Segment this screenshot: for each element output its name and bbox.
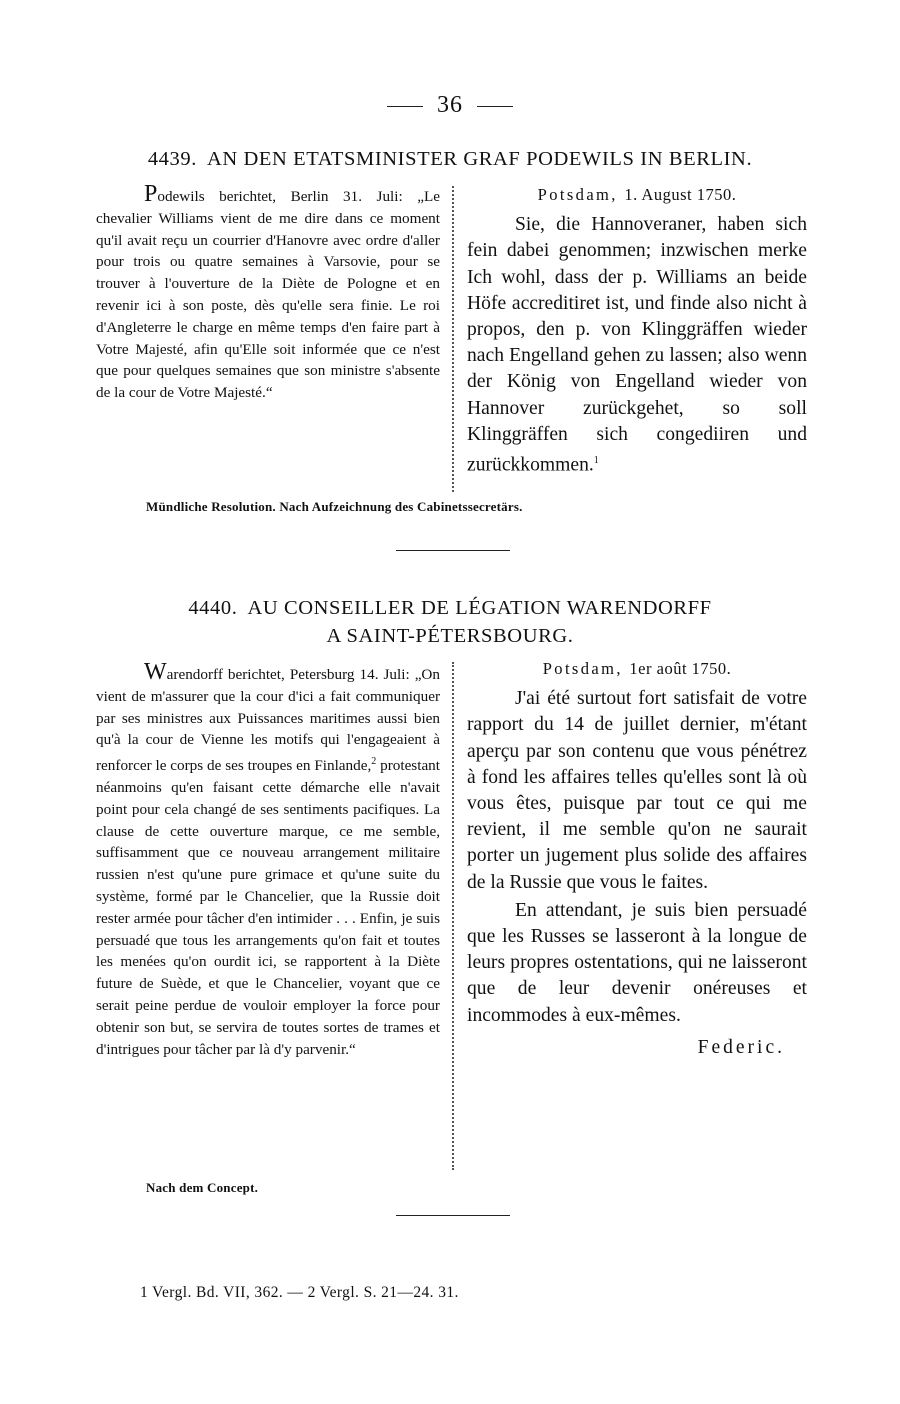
doc2-footnote-ref: 2 bbox=[371, 756, 377, 768]
doc1-left-column bbox=[96, 181, 441, 404]
doc1-dropcap: P bbox=[144, 181, 158, 207]
doc1-dateline-date: 1. August 1750. bbox=[624, 185, 737, 204]
doc2-report bbox=[96, 659, 440, 1060]
doc1-report bbox=[96, 181, 441, 404]
doc1-reply-text: Sie, die Hannoveraner, haben sich fein dabei genommen; inzwischen merke Ich wohl, dass der p. Williams an beide Höfe accreditiret ist, und finde also nicht à propos, den p. von Klinggräffen wieder nach Engelland gehen zu lassen; also wenn der König von Engelland wieder von Hannover zurückgehet, so soll Klinggräffen sich congediiren und zurückkommen. bbox=[467, 214, 807, 476]
doc2-title-line2: A SAINT-PÉTERSBOURG. bbox=[326, 625, 574, 647]
doc2-dateline-place: Potsdam, bbox=[542, 659, 623, 678]
doc2-left-column bbox=[96, 659, 440, 1060]
doc1-right-column bbox=[467, 182, 807, 479]
doc1-dateline-place: Potsdam, bbox=[537, 185, 618, 204]
doc1-reply bbox=[467, 212, 807, 479]
doc1-dateline bbox=[467, 182, 807, 208]
doc2-source-note: Nach dem Concept. bbox=[146, 1180, 259, 1195]
doc2-number: 4440. bbox=[188, 597, 238, 619]
doc1-footnote-ref: 1 bbox=[593, 455, 599, 467]
doc1-quote: „Le chevalier Williams vient de me dire dans ce moment qu'il avait reçu un courrier d'Hanovre avec ordre d'aller pour trois ou quatre semaines à Varsovie, pour se trouver à l'ouverture de la Diète de Pologne et en revenir ici à son poste, dès qu'elle sera finie. Le roi d'Angleterre le charge en même temps d'en faire part à Votre Majesté, afin qu'Elle soit informée que ce n'est que pour quelques semaines que son ministre s'absente de la cour de Votre Majesté.“ bbox=[96, 188, 441, 402]
doc2-dropcap: W bbox=[144, 659, 167, 685]
page-number-dash-left bbox=[387, 106, 423, 107]
doc2-column-divider bbox=[452, 662, 454, 1170]
page-number bbox=[0, 92, 900, 119]
section-rule-2 bbox=[396, 1215, 510, 1216]
doc2-heading-line1 bbox=[90, 594, 810, 622]
doc2-right-column bbox=[467, 656, 807, 1061]
doc2-quote-b: protestant néanmoins qu'en faisant cette démarche elle n'avait point pour cela changé de ses sentiments pacifiques. La clause de cette ouverture marque, ce me semble, suffisamment que ce nouveau arrangement militaire russien n'est qu'une pure grimace et qu'une suite du système, formé par le Chancelier, que la Russie doit rester armée pour tâcher d'en intimider . . . Enfin, je suis persuadé que tous les arrangements qu'on fait et toutes les menées qu'on ourdit ici, se rapportent à la Diète future de Suède, et que le Chancelier, voyant que ce serait peine perdue de vouloir employer la force pour obtenir son but, se servira de toutes sortes de trames et d'intrigues pour tâcher par là d'y parvenir.“ bbox=[96, 757, 440, 1058]
doc2-reply-p1: J'ai été surtout fort satisfait de votre rapport du 14 de juillet dernier, m'étant aperçu par son contenu que vous pénétrez à fond les affaires telles qu'elles sont là où vous êtes, puisque par tout ce qui me revient, il me semble qu'on ne saurait porter un jugement plus solide des affaires de la Russie que vous le faites. bbox=[467, 688, 807, 893]
doc2-reply-p2: En attendant, je suis bien persuadé que les Russes se lasseront à la longue de leurs propres ostentations, qui ne laisseront que de leur devenir onéreuses et incommodes à eux-mêmes. bbox=[467, 899, 807, 1026]
doc1-title: AN DEN ETATSMINISTER GRAF PODEWILS IN BERLIN. bbox=[206, 148, 753, 170]
doc1-source-note: Mündliche Resolution. Nach Aufzeichnung des Cabinetssecretärs. bbox=[146, 499, 523, 514]
footnotes: 1 Vergl. Bd. VII, 362. — 2 Vergl. S. 21—24. 31. bbox=[140, 1284, 459, 1301]
doc2-dateline-date: 1er août 1750. bbox=[629, 659, 732, 678]
doc2-quote-a: „On vient de m'assurer que la cour d'ici a fait communiquer par ses ministres aux Puissances maritimes aussi bien qu'à la cour de Vienne les motifs qui l'engageaient à renforcer le corps de ses troupes en Finlande, bbox=[96, 666, 440, 775]
doc2-dateline bbox=[467, 656, 807, 682]
doc1-intro: odewils berichtet, Berlin 31. Juli: bbox=[157, 188, 403, 205]
doc2-intro: arendorff berichtet, Petersburg 14. Juli: bbox=[166, 666, 410, 683]
doc1-column-divider bbox=[452, 186, 454, 492]
doc2-title-line1: AU CONSEILLER DE LÉGATION WARENDORFF bbox=[247, 597, 712, 619]
doc1-heading bbox=[90, 145, 810, 173]
doc2-heading bbox=[90, 594, 810, 650]
doc1-number: 4439. bbox=[147, 148, 197, 170]
page-number-value: 36 bbox=[437, 92, 463, 118]
section-rule-1 bbox=[396, 550, 510, 551]
page-number-dash-right bbox=[477, 106, 513, 107]
doc2-signature: Federic. bbox=[697, 1036, 785, 1058]
